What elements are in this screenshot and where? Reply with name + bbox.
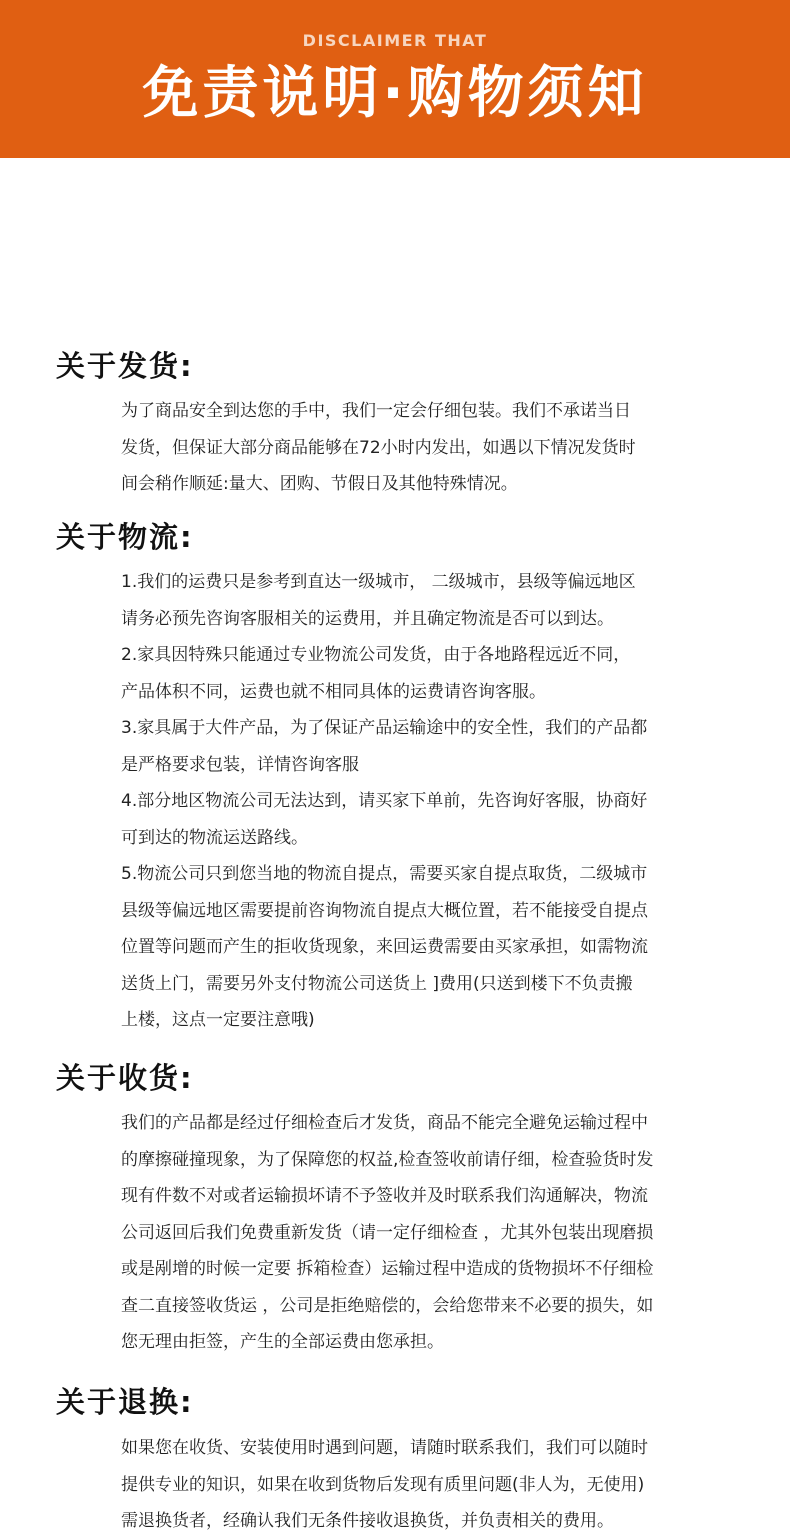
text-line: 县级等偏远地区需要提前咨询物流自提点大概位置，若不能接受自提点 [121,900,648,921]
text-line: 如果您在收货、安装使用时遇到问题，请随时联系我们，我们可以随时 [121,1438,648,1458]
section-body [121,564,721,1039]
section-heading: 关于发货: [56,349,194,383]
text-line: 您无理由拒签，产生的全部运费由您承担。 [121,1332,444,1352]
section-heading: 关于退换: [56,1385,194,1419]
text-line: 现有件数不对或者运输损坏请不予签收并及时联系我们沟通解决，物流 [121,1186,648,1206]
section-body [121,1430,721,1540]
text-line: 是严格要求包装，详情咨询客服 [121,754,359,775]
section-body [121,393,721,503]
text-line: 产品体积不同，运费也就不相同具体的运费请咨询客服。 [121,681,546,702]
text-line: 5.物流公司只到您当地的物流自提点，需要买家自提点取货，二级城市 [121,864,648,884]
text-line: 4.部分地区物流公司无法达到，请买家下单前，先咨询好客服，协商好 [121,791,648,811]
banner-subtitle: DISCLAIMER THAT [302,31,488,50]
text-line: 我们的产品都是经过仔细检查后才发货，商品不能完全避免运输过程中 [121,1113,648,1133]
text-line: 提供专业的知识，如果在收到货物后发现有质里问题(非人为，无使用) [121,1474,645,1495]
text-line: 间会稍作顺延:量大、团购、节假日及其他特殊情况。 [121,474,518,494]
text-line: 位置等问题而产生的拒收货现象，来回运费需要由买家承担，如需物流 [121,937,648,957]
text-line: 查二直接签收货运 ，公司是拒绝赔偿的，会给您带来不必要的损失，如 [121,1295,654,1316]
text-line: 公司返回后我们免费重新发货（请一定仔细检查 ，尤其外包装出现磨损 [121,1222,654,1243]
section-body [121,1105,721,1361]
text-line: 发货，但保证大部分商品能够在72小时内发出，如遇以下情况发货时 [121,437,636,458]
text-line: 1.我们的运费只是参考到直达一级城市， 二级城市，县级等偏远地区 [121,572,636,592]
text-line: 上楼，这点一定要注意哦) [121,1010,315,1030]
text-line: 的摩擦碰撞现象，为了保障您的权益,检查签收前请仔细，检查验货时发 [121,1149,654,1170]
text-line: 或是剐增的时候一定要 拆箱检查）运输过程中造成的货物损坏不仔细检 [121,1259,654,1279]
section-heading: 关于物流: [56,520,194,554]
text-line: 需退换货者，经确认我们无条件接收退换货，并负责相关的费用。 [121,1511,614,1531]
text-line: 请务必预先咨询客服相关的运费用，并且确定物流是否可以到达。 [121,608,614,629]
text-line: 送货上门，需要另外支付物流公司送货上 ]费用(只送到楼下不负责搬 [121,973,633,994]
text-line: 为了商品安全到达您的手中，我们一定会仔细包装。我们不承诺当日 [121,401,631,421]
text-line: 3.家具属于大件产品，为了保证产品运输途中的安全性，我们的产品都 [121,718,648,738]
header-banner [0,0,790,158]
text-line: 可到达的物流运送路线。 [121,827,308,848]
banner-title: 免责说明·购物须知 [142,61,648,126]
section-heading: 关于收货: [56,1061,194,1095]
text-line: 2.家具因特殊只能通过专业物流公司发货，由于各地路程远近不同， [121,645,631,665]
